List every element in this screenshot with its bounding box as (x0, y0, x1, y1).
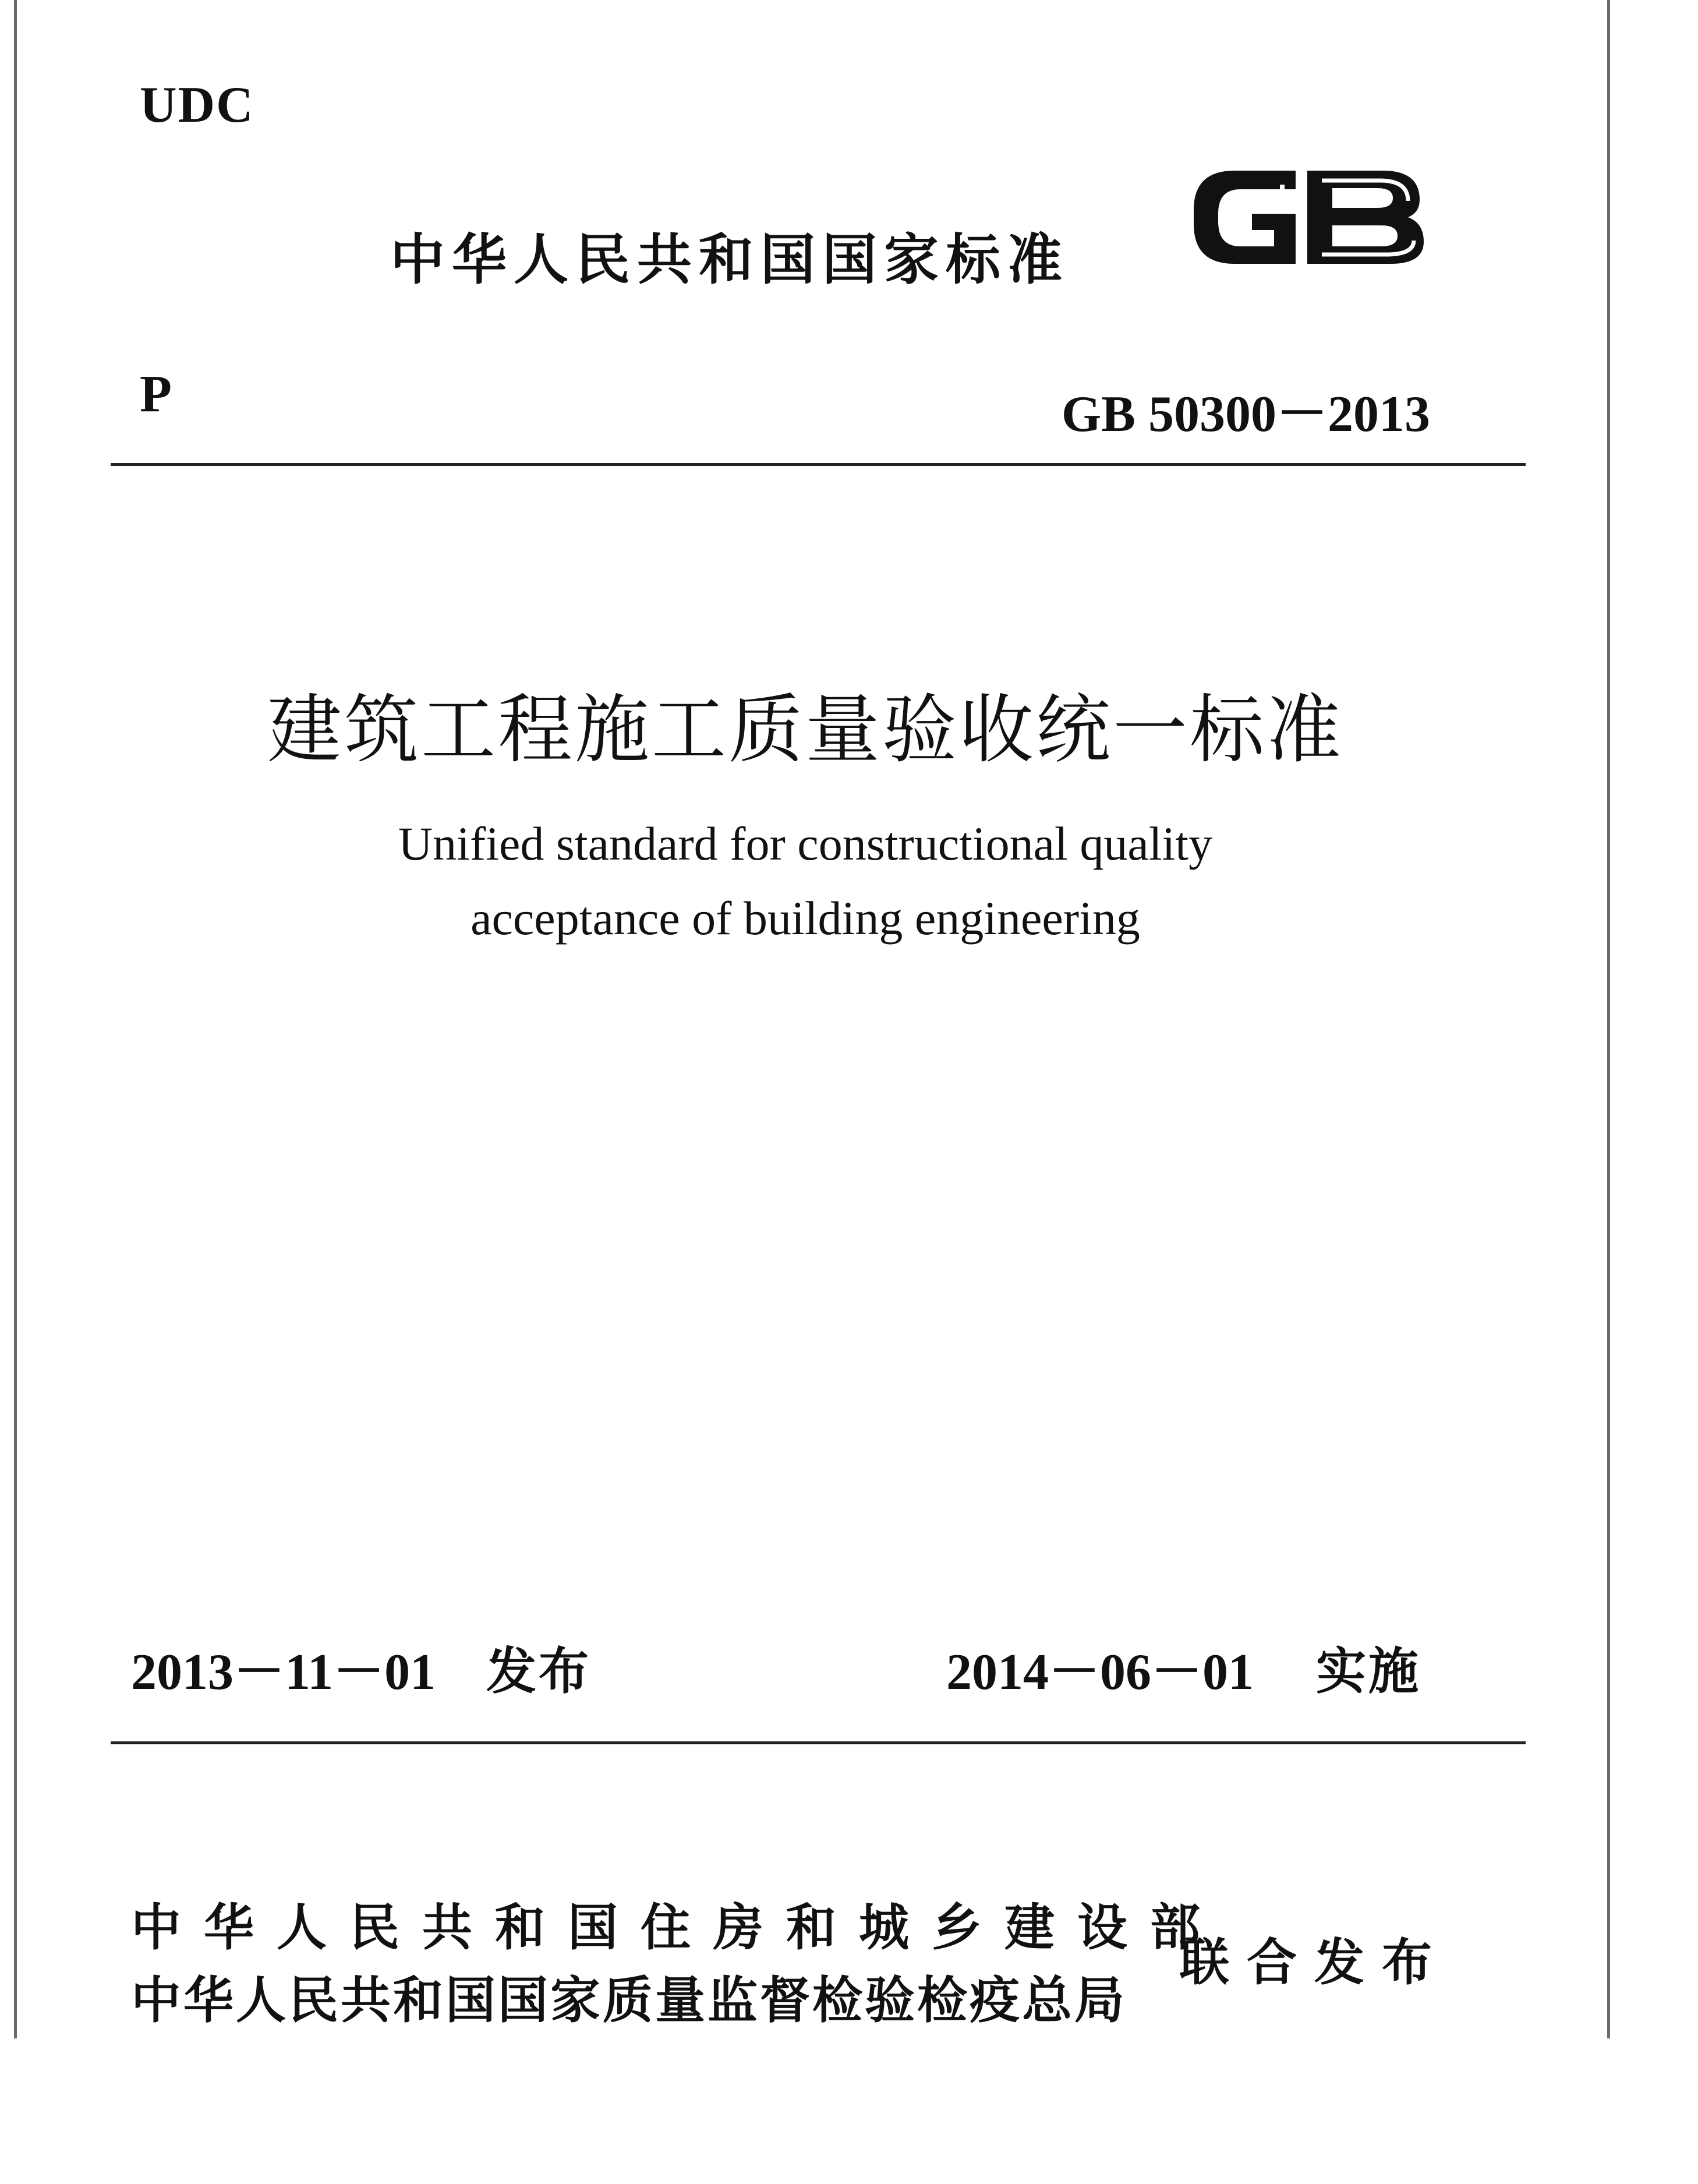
title-english-line-1: Unified standard for constructional quality (398, 817, 1213, 870)
publisher-aqsiq: 中华人民共和国国家质量监督检验检疫总局 (131, 1971, 1127, 2030)
implementation-date: 2014－06－01 (946, 1644, 1254, 1701)
footer-divider (111, 1741, 1526, 1744)
national-standard-label: 中华人民共和国国家标准 (390, 228, 1070, 292)
implementation-label: 实施 (1316, 1642, 1421, 1701)
title-english-line-2: acceptance of building engineering (471, 892, 1140, 945)
issue-date: 2013－11－01 (131, 1644, 436, 1701)
publisher-ministry: 中华人民共和国住房和城乡建设部 (131, 1899, 1223, 1957)
right-page-edge (1607, 0, 1610, 2038)
joint-publish-label: 联合发布 (1179, 1934, 1449, 1992)
title-chinese: 建筑工程施工质量验收统一标准 (267, 687, 1343, 773)
category-code: P (140, 365, 172, 423)
udc-label: UDC (140, 77, 254, 133)
gb-logo-icon (1176, 149, 1438, 282)
header-divider (111, 463, 1526, 466)
title-english (0, 807, 1698, 956)
left-page-edge (14, 0, 17, 2038)
issue-label: 发布 (486, 1642, 591, 1701)
standard-number: GB 50300－2013 (1061, 386, 1430, 443)
